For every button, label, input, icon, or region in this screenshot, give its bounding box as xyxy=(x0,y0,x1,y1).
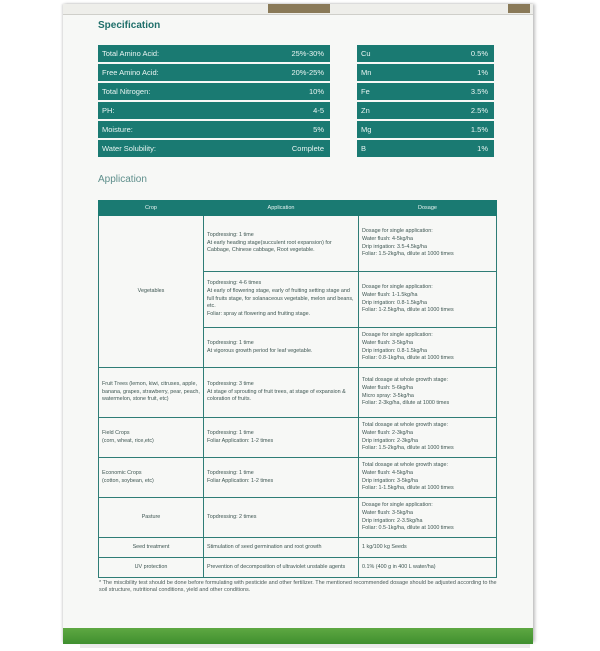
dosage-cell: 1 kg/100 kg Seeds xyxy=(359,538,497,558)
spec-row xyxy=(357,140,494,157)
table-row xyxy=(99,458,497,498)
crop-cell: Field Crops (corn, wheat, rice,etc) xyxy=(99,418,204,458)
spec-value: 1% xyxy=(477,68,488,77)
spec-value: 0.5% xyxy=(470,49,488,58)
dosage-cell: Dosage for single application: Water flush: 1-1.5kg/ha Drip irrigation: 0.8-1.5kg/ha Foliar: 1-2.5kg/ha, dilute at 1000 times xyxy=(359,272,497,328)
crop-cell: Seed treatment xyxy=(99,538,204,558)
crop-cell: Economic Crops (cotton, soybean, etc) xyxy=(99,458,204,498)
header-crop: Crop xyxy=(99,201,204,216)
spec-row xyxy=(357,45,494,62)
header-application: Application xyxy=(204,201,359,216)
dosage-cell: Total dosage at whole growth stage: Water flush: 4-5kg/ha Drip irrigation: 3-5kg/ha Foliar: 1-1.5kg/ha, dilute at 1000 times xyxy=(359,458,497,498)
crop-cell: Pasture xyxy=(99,498,204,538)
spec-row xyxy=(357,102,494,119)
crop-cell: UV protection xyxy=(99,558,204,578)
dosage-cell: Total dosage at whole growth stage: Water flush: 5-6kg/ha Micro spray: 3-5kg/ha Foliar: 2-3kg/ha, dilute at 1000 times xyxy=(359,368,497,418)
spec-value: Complete xyxy=(291,144,324,153)
application-table xyxy=(98,200,497,578)
specification-table-right xyxy=(357,45,494,159)
spec-value: 1% xyxy=(477,144,488,153)
spec-label: Total Nitrogen: xyxy=(102,87,151,96)
spec-row xyxy=(357,83,494,100)
table-row xyxy=(99,216,497,272)
green-band xyxy=(63,628,533,644)
table-row xyxy=(99,558,497,578)
footnote: * The miscibility test should be done before formulating with pesticide and other fertilizer. The mentioned recommended dosage should be adjusted according to the soil structure, nutritional conditions, yield and other conditions. xyxy=(99,580,497,594)
table-header-row xyxy=(99,201,497,216)
spec-value: 20%-25% xyxy=(291,68,324,77)
spec-label: B xyxy=(361,144,367,153)
spec-value: 5% xyxy=(313,125,324,134)
dosage-cell: 0.1% (400 g in 400 L water/ha) xyxy=(359,558,497,578)
spec-label: Mg xyxy=(361,125,372,134)
spec-value: 25%-30% xyxy=(291,49,324,58)
table-row xyxy=(99,418,497,458)
specification-table-left xyxy=(98,45,330,159)
application-cell: Topdressing: 1 time Foliar Application: 1-2 times xyxy=(204,418,359,458)
spec-row xyxy=(357,121,494,138)
spec-label: Mn xyxy=(361,68,372,77)
spec-label: PH: xyxy=(102,106,115,115)
spec-value: 1.5% xyxy=(470,125,488,134)
dosage-cell: Dosage for single application: Water flush: 4-5kg/ha Drip irrigation: 3.5-4.5kg/ha Foliar: 1.5-2kg/ha, dilute at 1000 times xyxy=(359,216,497,272)
crop-cell: Vegetables xyxy=(99,216,204,368)
spec-label: Moisture: xyxy=(102,125,133,134)
spec-value: 4-5 xyxy=(313,106,324,115)
spec-row xyxy=(98,140,330,157)
application-heading: Application xyxy=(98,174,147,185)
spec-label: Cu xyxy=(361,49,371,58)
table-row xyxy=(99,368,497,418)
box-shadow xyxy=(80,644,530,648)
spec-row xyxy=(98,64,330,81)
spec-value: 2.5% xyxy=(470,106,488,115)
application-cell: Topdressing: 1 time At early heading stage(succulent root expansion) for Cabbage, Chinese cabbage, Root vegetable. xyxy=(204,216,359,272)
dosage-cell: Dosage for single application: Water flush: 3-5kg/ha Drip irrigation: 2-3.5kg/ha Foliar: 0.5-1kg/ha, dilute at 1000 times xyxy=(359,498,497,538)
application-cell: Topdressing: 3 time At stage of sprouting of fruit trees, at stage of expansion & coloration of fruits. xyxy=(204,368,359,418)
spec-row xyxy=(357,64,494,81)
spec-label: Zn xyxy=(361,106,370,115)
application-cell: Stimulation of seed germination and root growth xyxy=(204,538,359,558)
table-row xyxy=(99,538,497,558)
dosage-cell: Dosage for single application: Water flush: 3-5kg/ha Drip irrigation: 0.8-1.5kg/ha Foliar: 0.8-1kg/ha, dilute at 1000 times xyxy=(359,328,497,368)
spec-value: 10% xyxy=(308,87,324,96)
spec-label: Water Solubility: xyxy=(102,144,156,153)
spec-row xyxy=(98,102,330,119)
spec-label: Total Amino Acid: xyxy=(102,49,160,58)
application-cell: Topdressing: 2 times xyxy=(204,498,359,538)
spec-label: Fe xyxy=(361,87,370,96)
spec-row xyxy=(98,121,330,138)
application-cell: Topdressing: 1 time Foliar Application: 1-2 times xyxy=(204,458,359,498)
specification-heading: Specification xyxy=(98,20,161,31)
spec-label: Free Amino Acid: xyxy=(102,68,159,77)
spec-row xyxy=(98,83,330,100)
header-dosage: Dosage xyxy=(359,201,497,216)
crop-cell: Fruit Trees (lemon, kiwi, citruses, apple, banana, grapes, strawberry, pear, peach, watermelon, stone fruit, etc) xyxy=(99,368,204,418)
application-cell: Prevention of decomposition of ultraviolet unstable agents xyxy=(204,558,359,578)
table-row xyxy=(99,498,497,538)
dosage-cell: Total dosage at whole growth stage: Water flush: 2-3kg/ha Drip irrigation: 2-3kg/ha Foliar: 1.5-2kg/ha, dilute at 1000 times xyxy=(359,418,497,458)
application-cell: Topdressing: 1 time At vigorous growth period for leaf vegetable. xyxy=(204,328,359,368)
spec-row xyxy=(98,45,330,62)
spec-value: 3.5% xyxy=(470,87,488,96)
tape-strip xyxy=(508,4,530,13)
application-cell: Topdressing: 4-6 times At early of flowering stage, early of fruiting setting stage and full fruits stage, for solanaceous vegetable, melon and beans, etc. Foliar: spray at flowering and fruiting stage. xyxy=(204,272,359,328)
tape-strip xyxy=(268,4,330,13)
